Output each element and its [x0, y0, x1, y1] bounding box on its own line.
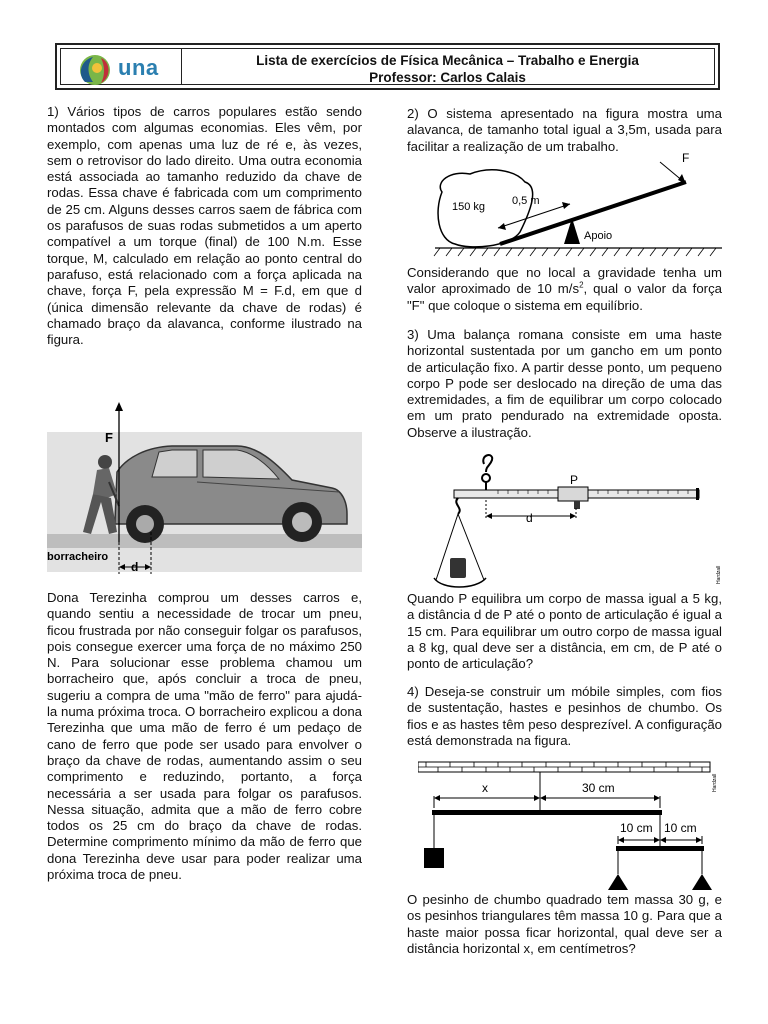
balance-fig-d-label: d: [526, 511, 533, 525]
mobile-fig-30-label: 30 cm: [582, 781, 615, 795]
lever-fig-f-label: F: [682, 152, 690, 165]
question-2-question-text: [407, 265, 722, 314]
title-line-1: Lista de exercícios de Física Mecânica – Trabalho e Energia: [256, 53, 639, 68]
question-2-text: 2) O sistema apresentado na figura mostra uma alavanca, de tamanho total igual a 3,5m, usada para facilitar a realização de um trabalho.: [407, 106, 722, 154]
car-figure: [47, 402, 362, 577]
question-4-text: 4) Deseja-se construir um móbile simples, com fios de sustentação, hastes e pesinhos de chumbo. Os fios e as hastes têm peso desprezível. A configuração está demonstrada na figura.: [407, 684, 722, 748]
question-2-post: , qual o valor da força "F" que coloque o sistema em equilíbrio.: [407, 281, 722, 313]
question-3-intro: [407, 327, 722, 441]
header-frame: [60, 48, 715, 85]
question-2-question: [407, 265, 722, 314]
question-3-text: 3) Uma balança romana consiste em uma haste horizontal sustentada por um gancho em um ponto de articulação fixo. A partir desse ponto, um pequeno corpo P pode ser deslocado na direção de uma das extremidades, a fim de equilibrar um corpo colocado em um prato pendurado na extremidade oposta. Observe a ilustração.: [407, 327, 722, 440]
question-2-pre: Considerando que no local a gravidade tenha um valor aproximado de 10 m/s: [407, 265, 722, 297]
lever-fig-mass-label: 150 kg: [452, 201, 486, 213]
mobile-fig-10b-label: 10 cm: [664, 821, 697, 835]
lever-figure: [430, 152, 730, 262]
question-2-intro: [407, 106, 722, 155]
question-1-text: 1) Vários tipos de carros populares estão sendo montados com algumas economias. Eles vêm, por exemplo, com apenas uma luz de ré e, às vezes, sem o retrovisor do lado direito. Uma outra economia está associada ao tamanho reduzido da chave de rodas. Essa chave é fabricada com um comprimento de 25 cm. Alguns desses carros saem de fábrica com os parafusos de suas rodas submetidos a um aperto compatível a um torque (final) de 100 N.m. Esse torque, M, calculado em relação ao ponto central do parafuso, está relacionado com a força aplicada na chave, força F, pela expressão M = F.d, em que d (única dimensão relevante da chave de rodas) é chamado braço da alavanca, conforme ilustrado na figura.: [47, 104, 362, 348]
page-title: [181, 52, 714, 86]
question-1-story-text: Dona Terezinha comprou um desses carros e, quando sentiu a necessidade de trocar um pneu, ficou frustrada por não conseguir folgar os parafusos, pois consegue exercer uma força de no máximo 250 N. Para solucionar esse problema chamou um borracheiro que, após concluir a troca de pneu, sugeriu a compra de uma "mão de ferro" para ajudá-la numa próxima troca. O borracheiro explicou a dona Terezinha que uma mão de ferro é um pedaço de cano de ferro que pode ser usado para envolver o braço da chave de rodas, aumentando assim o seu comprimento e reduzindo, portanto, a força necessária a ser usada para folgar os parafusos. Nessa situação, admita que a mão de ferro cobre todos os 25 cm do braço da chave de rodas. Determine comprimento mínimo da mão de ferro que dona Terezinha deve usar para poder realizar uma próxima troca de pneu.: [47, 590, 362, 883]
question-2-sup: 2: [579, 280, 584, 290]
una-logo-icon: [75, 52, 115, 88]
question-4-question: [407, 892, 722, 957]
mobile-fig-x-label: x: [482, 781, 488, 795]
balance-fig-p-label: P: [570, 473, 579, 487]
car-fig-borracheiro-label: borracheiro: [47, 551, 109, 563]
car-fig-f-label: F: [105, 430, 113, 445]
mobile-fig-credit: Hardzall: [712, 773, 718, 792]
logo-text: una: [118, 55, 159, 80]
question-4-intro: [407, 684, 722, 749]
title-line-2: Professor: Carlos Calais: [369, 70, 526, 85]
balance-fig-credit: Hardzall: [716, 565, 722, 584]
mobile-figure: [418, 760, 718, 895]
question-1-story: [47, 590, 362, 883]
logo-cell: [61, 49, 182, 84]
car-fig-d-label: d: [131, 560, 139, 574]
question-3-question-text: Quando P equilibra um corpo de massa igual a 5 kg, a distância d de P até o ponto de articulação é igual a 15 cm. Para equilibrar um outro corpo de massa igual a 8 kg, qual deve ser a distância, em cm, de P até o ponto de articulação?: [407, 591, 722, 672]
balance-figure: [428, 450, 728, 590]
question-4-question-text: O pesinho de chumbo quadrado tem massa 30 g, e os pesinhos triangulares têm massa 10 g. Para que a haste maior possa ficar horizontal, qual deve ser a distância horizontal x, em centímetros?: [407, 892, 722, 956]
question-3-question: [407, 591, 722, 672]
lever-fig-apoio-label: Apoio: [584, 230, 613, 242]
mobile-fig-10a-label: 10 cm: [620, 821, 653, 835]
question-1-intro: [47, 104, 362, 348]
lever-fig-dist-label: 0,5 m: [512, 195, 540, 207]
page-header: [55, 43, 720, 90]
